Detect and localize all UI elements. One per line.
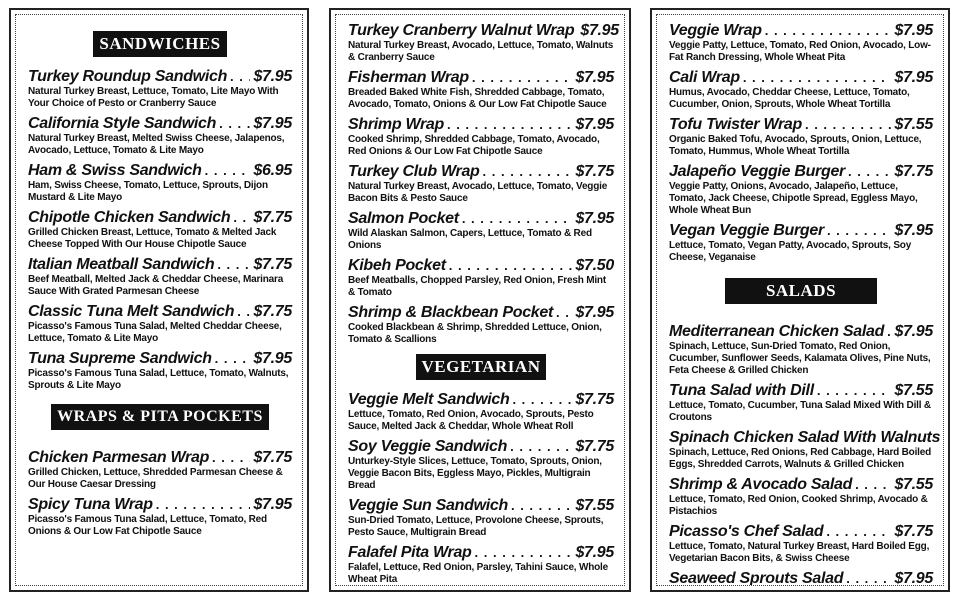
dot-leader xyxy=(449,256,573,275)
menu-item-header xyxy=(348,115,614,134)
menu-item-price: $7.95 xyxy=(894,222,933,239)
menu-item xyxy=(348,390,614,433)
menu-item-description: Humus, Avocado, Cheddar Cheese, Lettuce, Tomato, Cucumber, Onion, Sprouts, Whole Wheat Tortilla xyxy=(669,87,910,110)
menu-item-header xyxy=(669,115,933,134)
menu-item-name: Falafel Pita Wrap xyxy=(348,544,472,561)
menu-item xyxy=(348,303,614,346)
menu-item-price: $7.55 xyxy=(894,116,933,133)
menu-item xyxy=(669,475,933,518)
menu-item-description: Beef Meatballs, Chopped Parsley, Red Onion, Fresh Mint & Tomato xyxy=(348,275,606,298)
menu-item-name: Veggie Wrap xyxy=(669,22,762,39)
menu-item-price: $7.95 xyxy=(253,496,292,513)
menu-item-header xyxy=(669,21,933,40)
menu-item-price: $7.95 xyxy=(253,350,292,367)
panel-border xyxy=(335,14,625,586)
menu-item xyxy=(669,428,941,471)
dot-leader xyxy=(887,322,891,341)
menu-item xyxy=(348,437,614,492)
menu-item-description: Natural Turkey Breast, Avocado, Lettuce, Tomato, Walnuts & Cranberry Sauce xyxy=(348,40,614,63)
menu-item xyxy=(669,162,933,217)
menu-item-price: $7.95 xyxy=(253,115,292,132)
dot-leader xyxy=(219,114,250,133)
salads-list xyxy=(669,322,941,586)
menu-item-description: Natural Turkey Breast, Melted Swiss Cheese, Jalapenos, Avocado, Lettuce, Tomato & Lite Mayo xyxy=(28,133,285,156)
menu-item-name: Ham & Swiss Sandwich xyxy=(28,162,202,179)
menu-item xyxy=(669,68,933,111)
menu-item-price: $7.75 xyxy=(894,523,933,540)
menu-item xyxy=(348,162,614,205)
menu-item-description: Grilled Chicken Breast, Lettuce, Tomato & Melted Jack Cheese Topped With Our House Chipotle Sauce xyxy=(28,227,277,250)
menu-item-description: Picasso's Famous Tuna Salad, Melted Cheddar Cheese, Lettuce, Tomato & Lite Mayo xyxy=(28,321,282,344)
menu-item-header xyxy=(669,381,933,400)
dot-leader xyxy=(156,495,251,514)
menu-item-header xyxy=(348,496,614,515)
menu-item-header xyxy=(28,349,292,368)
menu-panel-right xyxy=(650,8,950,592)
menu-item-header xyxy=(28,67,292,86)
menu-item-name: Tuna Salad with Dill xyxy=(669,382,814,399)
menu-item xyxy=(669,569,933,586)
menu-item-price: $7.95 xyxy=(575,544,614,561)
menu-item-price: $6.95 xyxy=(253,162,292,179)
menu-item-price: $7.95 xyxy=(575,116,614,133)
menu-item-name: Veggie Melt Sandwich xyxy=(348,391,510,408)
menu-item-name: Spicy Tuna Wrap xyxy=(28,496,153,513)
menu-item xyxy=(28,67,292,110)
menu-item-header xyxy=(348,437,614,456)
menu-item-name: Classic Tuna Melt Sandwich xyxy=(28,303,235,320)
menu-item-description: Beef Meatball, Melted Jack & Cheddar Cheese, Marinara Sauce With Grated Parmesan Cheese xyxy=(28,274,284,297)
menu-item xyxy=(348,115,614,158)
menu-item-name: Italian Meatball Sandwich xyxy=(28,256,215,273)
menu-item-price: $7.75 xyxy=(253,256,292,273)
menu-item xyxy=(348,496,614,539)
menu-item-description: Lettuce, Tomato, Natural Turkey Breast, Hard Boiled Egg, Vegetarian Bacon Bits, & Swiss Cheese xyxy=(669,541,930,564)
menu-item-name: Picasso's Chef Salad xyxy=(669,523,824,540)
menu-item xyxy=(28,255,292,298)
dot-leader xyxy=(205,161,251,180)
dot-leader xyxy=(215,349,251,368)
menu-item-description: Unturkey-Style Slices, Lettuce, Tomato, Sprouts, Onion, Veggie Bacon Bits, Eggless Mayo, Pickles, Multigrain Bread xyxy=(348,456,602,491)
menu-item-price: $7.95 xyxy=(580,22,619,39)
wraps-continued-list xyxy=(348,21,619,346)
menu-item xyxy=(348,256,614,299)
menu-item-price: $7.75 xyxy=(253,449,292,466)
menu-item-price: $7.95 xyxy=(894,69,933,86)
menu-item xyxy=(669,115,933,158)
menu-item-description: Grilled Chicken, Lettuce, Shredded Parmesan Cheese & Our House Caesar Dressing xyxy=(28,467,283,490)
dot-leader xyxy=(462,209,573,228)
dot-leader xyxy=(483,162,573,181)
menu-item xyxy=(669,21,933,64)
menu-item xyxy=(348,209,614,252)
menu-item-header xyxy=(28,208,292,227)
menu-item-description: Organic Baked Tofu, Avocado, Sprouts, Onion, Lettuce, Tomato, Hummus, Whole Wheat Tortilla xyxy=(669,134,922,157)
dot-leader xyxy=(230,67,250,86)
menu-item-header xyxy=(348,390,614,409)
menu-item xyxy=(669,322,933,377)
menu-item-name: Shrimp & Blackbean Pocket xyxy=(348,304,554,321)
menu-item-price: $7.95 xyxy=(253,68,292,85)
menu-item-price: $7.75 xyxy=(575,163,614,180)
section-title-salads: SALADS xyxy=(725,278,877,304)
menu-item-name: Shrimp & Avocado Salad xyxy=(669,476,853,493)
menu-item-price: $7.55 xyxy=(894,382,933,399)
menu-item-header xyxy=(669,522,933,541)
menu-item-price: $7.75 xyxy=(575,391,614,408)
menu-item xyxy=(348,543,614,586)
section-title-sandwiches: SANDWICHES xyxy=(93,31,226,57)
menu-item xyxy=(28,208,292,251)
menu-item-description: Breaded Baked White Fish, Shredded Cabbage, Tomato, Avocado, Tomato, Onions & Our Low Fat Chipotle Sauce xyxy=(348,87,607,110)
menu-item-description: Picasso's Famous Tuna Salad, Lettuce, Tomato, Red Onions & Our Low Fat Chipotle Sauce xyxy=(28,514,267,537)
menu-item-description: Spinach, Lettuce, Red Onions, Red Cabbage, Hard Boiled Eggs, Shredded Carrots, Walnuts & Grilled Chicken xyxy=(669,447,932,470)
dot-leader xyxy=(827,221,892,240)
menu-item-name: Vegan Veggie Burger xyxy=(669,222,824,239)
menu-item xyxy=(669,381,933,424)
menu-item-price: $7.75 xyxy=(575,438,614,455)
dot-leader xyxy=(805,115,891,134)
menu-item xyxy=(28,448,292,491)
menu-item-name: Tofu Twister Wrap xyxy=(669,116,802,133)
menu-item-header xyxy=(348,162,614,181)
menu-item-header xyxy=(28,302,292,321)
dot-leader xyxy=(855,475,891,494)
menu-item-name: Veggie Sun Sandwich xyxy=(348,497,508,514)
sandwiches-list xyxy=(28,67,292,392)
menu-item-description: Lettuce, Tomato, Red Onion, Cooked Shrimp, Avocado & Pistachios xyxy=(669,494,928,517)
menu-item xyxy=(28,302,292,345)
menu-item-header xyxy=(28,255,292,274)
section-title-vegetarian: VEGETARIAN xyxy=(416,354,547,380)
menu-item-header xyxy=(28,114,292,133)
menu-item xyxy=(669,522,933,565)
panel-border xyxy=(15,14,303,586)
menu-item-header xyxy=(669,569,933,586)
menu-item-name: Seaweed Sprouts Salad xyxy=(669,570,844,586)
menu-item-description: Picasso's Famous Tuna Salad, Lettuce, Tomato, Walnuts, Sprouts & Lite Mayo xyxy=(28,368,289,391)
menu-item-name: Turkey Cranberry Walnut Wrap xyxy=(348,22,575,39)
menu-panel-middle xyxy=(329,8,631,592)
dot-leader xyxy=(848,162,891,181)
menu-item-name: Cali Wrap xyxy=(669,69,740,86)
menu-item xyxy=(669,221,933,264)
section-title-wraps: WRAPS & PITA POCKETS xyxy=(51,404,269,430)
dot-leader xyxy=(510,437,572,456)
menu-item-description: Lettuce, Tomato, Cucumber, Tuna Salad Mixed With Dill & Croutons xyxy=(669,400,931,423)
menu-item-header xyxy=(28,448,292,467)
menu-item-description: Spinach, Lettuce, Sun-Dried Tomato, Red Onion, Cucumber, Sunflower Seeds, Kalamata Olives, Pine Nuts, Feta Cheese & Grilled Chicken xyxy=(669,341,931,376)
dot-leader xyxy=(846,569,891,586)
dot-leader xyxy=(233,208,250,227)
menu-item-header xyxy=(348,209,614,228)
menu-item-price: $7.95 xyxy=(575,304,614,321)
menu-item-header xyxy=(348,543,614,562)
menu-item-name: California Style Sandwich xyxy=(28,115,217,132)
menu-item-header xyxy=(669,475,933,494)
menu-item xyxy=(348,68,614,111)
dot-leader xyxy=(512,390,572,409)
menu-item-description: Veggie Patty, Lettuce, Tomato, Red Onion, Avocado, Low-Fat Ranch Dressing, Whole Wheat Pita xyxy=(669,40,931,63)
menu-item xyxy=(28,161,292,204)
menu-item-name: Spinach Chicken Salad With Walnuts xyxy=(669,429,941,446)
menu-item-price: $7.95 xyxy=(894,323,933,340)
dot-leader xyxy=(817,381,892,400)
menu-item-header xyxy=(669,162,933,181)
dot-leader xyxy=(447,115,572,134)
menu-item-description: Veggie Patty, Onions, Avocado, Jalapeño, Lettuce, Tomato, Jack Cheese, Chipotle Spread, Eggless Mayo, Whole Wheat Bun xyxy=(669,181,918,216)
menu-item-header xyxy=(669,221,933,240)
menu-item-header xyxy=(669,428,941,447)
menu-panel-left xyxy=(9,8,309,592)
menu-item-header xyxy=(28,161,292,180)
dot-leader xyxy=(217,255,250,274)
menu-item-name: Kibeh Pocket xyxy=(348,257,446,274)
menu-item-header xyxy=(669,68,933,87)
menu-item-price: $7.75 xyxy=(253,209,292,226)
menu-item-description: Ham, Swiss Cheese, Tomato, Lettuce, Sprouts, Dijon Mustard & Lite Mayo xyxy=(28,180,268,203)
menu-item-name: Turkey Roundup Sandwich xyxy=(28,68,228,85)
menu-item-name: Chipotle Chicken Sandwich xyxy=(28,209,231,226)
menu-item-name: Tuna Supreme Sandwich xyxy=(28,350,212,367)
menu-item-description: Cooked Shrimp, Shredded Cabbage, Tomato, Avocado, Red Onions & Our Low Fat Chipotle Sauce xyxy=(348,134,600,157)
menu-item-name: Mediterranean Chicken Salad xyxy=(669,323,885,340)
vegetarian-list xyxy=(348,390,614,586)
menu-item-header xyxy=(348,21,619,40)
panel-border xyxy=(656,14,944,586)
menu-item-description: Natural Turkey Breast, Lettuce, Tomato, Lite Mayo With Your Choice of Pesto or Cranberry Sauce xyxy=(28,86,279,109)
dot-leader xyxy=(212,448,250,467)
menu-item xyxy=(28,349,292,392)
menu-item-name: Jalapeño Veggie Burger xyxy=(669,163,845,180)
menu-item-name: Turkey Club Wrap xyxy=(348,163,480,180)
menu-item-description: Wild Alaskan Salmon, Capers, Lettuce, Tomato & Red Onions xyxy=(348,228,592,251)
dot-leader xyxy=(472,68,573,87)
menu-item-name: Chicken Parmesan Wrap xyxy=(28,449,210,466)
dot-leader xyxy=(826,522,891,541)
menu-item-header xyxy=(348,256,614,275)
menu-item-price: $7.95 xyxy=(575,210,614,227)
menu-item-description: Falafel, Lettuce, Red Onion, Parsley, Tahini Sauce, Whole Wheat Pita xyxy=(348,562,608,585)
menu-item-price: $7.95 xyxy=(894,22,933,39)
menu-item-header xyxy=(28,495,292,514)
menu-item-price: $7.75 xyxy=(894,163,933,180)
menu-item-name: Salmon Pocket xyxy=(348,210,459,227)
menu-item xyxy=(28,114,292,157)
dot-leader xyxy=(556,303,572,322)
dot-leader xyxy=(765,21,892,40)
vegetarian-continued-list xyxy=(669,21,933,264)
menu-item-name: Soy Veggie Sandwich xyxy=(348,438,508,455)
menu-item-price: $7.95 xyxy=(575,69,614,86)
menu-item-price: $7.55 xyxy=(575,497,614,514)
dot-leader xyxy=(743,68,892,87)
menu-item-price: $7.50 xyxy=(575,257,614,274)
menu-item-description: Sun-Dried Tomato, Lettuce, Provolone Cheese, Sprouts, Pesto Sauce, Multigrain Bread xyxy=(348,515,604,538)
menu-item-header xyxy=(348,303,614,322)
menu-item-description: Lettuce, Tomato, Red Onion, Avocado, Sprouts, Pesto Sauce, Melted Jack & Cheddar, Whole Wheat Roll xyxy=(348,409,594,432)
menu-item-description: Cooked Blackbean & Shrimp, Shredded Lettuce, Onion, Tomato & Scallions xyxy=(348,322,602,345)
menu-item xyxy=(348,21,619,64)
menu-item-name: Fisherman Wrap xyxy=(348,69,469,86)
menu-item-name: Shrimp Wrap xyxy=(348,116,444,133)
wraps-list xyxy=(28,448,292,538)
menu-item-price: $7.55 xyxy=(894,476,933,493)
menu-item-description: Lettuce, Tomato, Vegan Patty, Avocado, Sprouts, Soy Cheese, Veganaise xyxy=(669,240,912,263)
dot-leader xyxy=(511,496,572,515)
menu-item-header xyxy=(669,322,933,341)
dot-leader xyxy=(475,543,573,562)
menu-item xyxy=(28,495,292,538)
menu-item-price: $7.95 xyxy=(894,570,933,586)
menu-item-price: $7.75 xyxy=(253,303,292,320)
menu-item-description: Natural Turkey Breast, Avocado, Lettuce, Tomato, Veggie Bacon Bits & Pesto Sauce xyxy=(348,181,608,204)
menu-item-header xyxy=(348,68,614,87)
dot-leader xyxy=(237,302,250,321)
